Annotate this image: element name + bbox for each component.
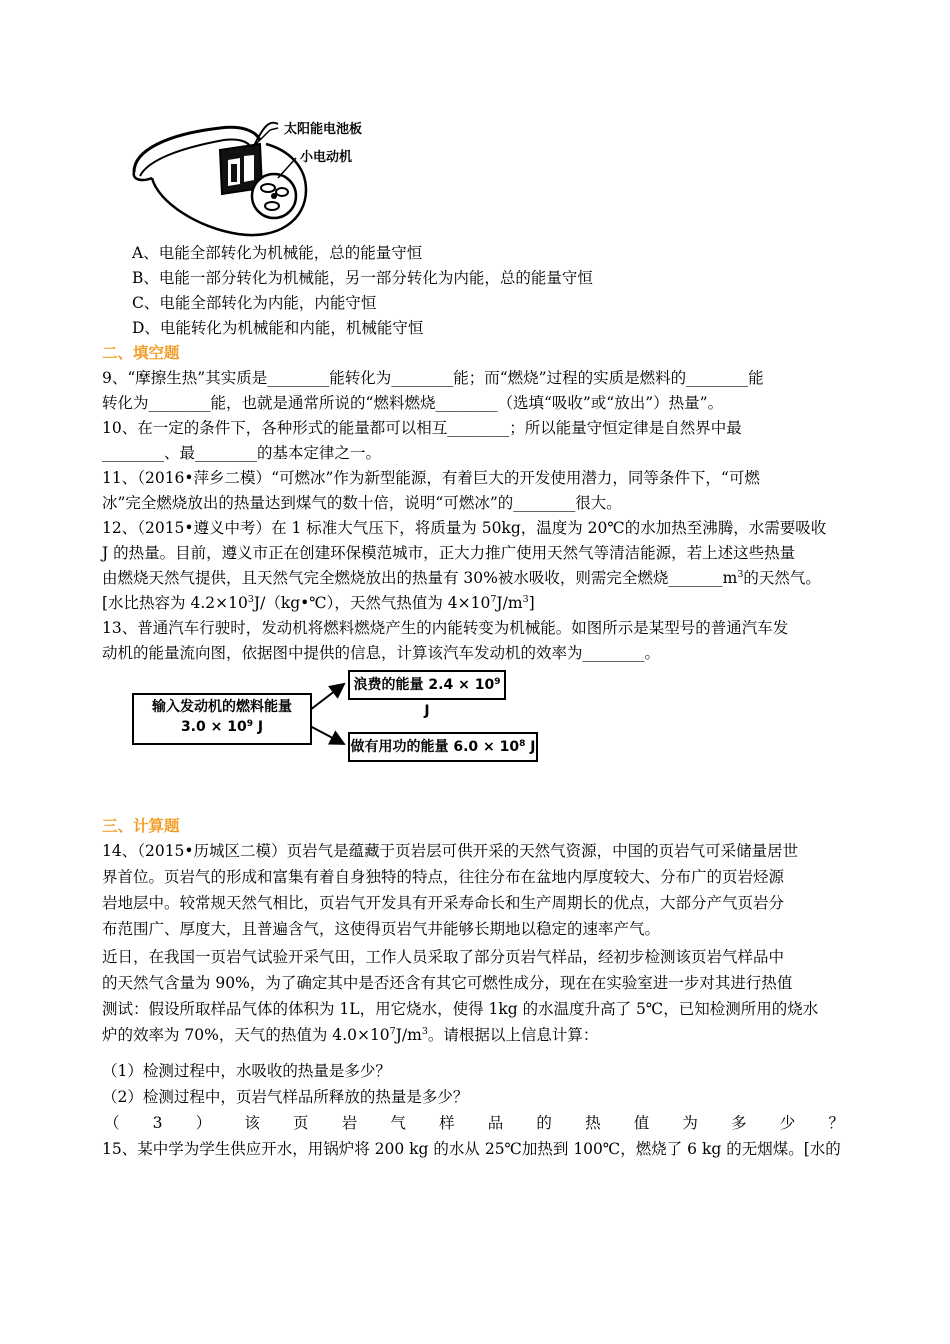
q14-s3-c9: 的 [536, 1114, 552, 1132]
q12-l4-b: J/（kg•℃），天然气热值为 4×10 [253, 594, 491, 612]
q9-blank-3: ________ [686, 369, 749, 387]
q14-s3-c3: 该 [244, 1114, 260, 1132]
q14-s3-c4: 页 [293, 1114, 309, 1132]
section-title-calculation: 三、计算题 [102, 817, 180, 835]
q13-line2 [102, 642, 852, 664]
q12-text-3: 由燃烧天然气提供，且天然气完全燃烧放出的热量有 30%被水吸收，则需完全燃烧 [102, 569, 669, 587]
q9-line2 [102, 392, 852, 414]
q8-option-d: D、电能转化为机械能和内能，机械能守恒 [132, 319, 424, 337]
flow-waste-box [348, 670, 506, 719]
q10-line1 [102, 417, 852, 439]
q14-line1: 14、（2015•历城区二模）页岩气是蕴藏于页岩层可供开采的天然气资源，中国的页岩气可采储量居世 [102, 842, 799, 860]
q9-blank-2: ________ [391, 369, 454, 387]
q10-line2 [102, 442, 852, 464]
q14-s3-c10: 热 [585, 1114, 601, 1132]
q10-text-1: 10、在一定的条件下，各种形式的能量都可以相互 [102, 419, 448, 437]
q10-text-3: 、最 [164, 444, 196, 462]
q9-text-5: 转化为 [102, 394, 149, 412]
q14-s3-c5: 岩 [341, 1114, 358, 1132]
energy-flow-diagram [130, 668, 550, 768]
q14-s3-c8: 品 [487, 1114, 504, 1132]
q9-text-1: 9、“摩擦生热”其实质是 [102, 369, 268, 387]
q14-l8-sup2: 3 [421, 1026, 428, 1037]
q14-s3-c7: 样 [439, 1114, 455, 1132]
q9-text-2: 能转化为 [329, 369, 392, 387]
q12-l4-c: J/m [496, 594, 523, 612]
flow-input-value: 3.0 × 10 [180, 719, 247, 735]
flow-useful-box [348, 732, 538, 762]
q11-text-2: 冰”完全燃烧放出的热量达到煤气的数十倍，说明“可燃冰”的 [102, 494, 514, 512]
q9-blank-4: ________ [148, 394, 211, 412]
q14-l8-a: 炉的效率为 70%，天气的热值为 4.0×10 [102, 1026, 390, 1044]
q13-text-3: 。 [644, 644, 661, 662]
q12-l4-d: ] [528, 594, 535, 612]
q12-blank-1: _______ [668, 569, 723, 587]
q12-line1: 12、（2015•遵义中考）在 1 标准大气压下，将质量为 50kg，温度为 20℃的水加热至沸腾，水需要吸收 [102, 519, 827, 537]
q14-line5: 近日，在我国一页岩气试验开采气田，工作人员采取了部分页岩气样品，经初步检测该页岩气样品中 [102, 948, 785, 966]
q12-l4-a: [水比热容为 4.2×10 [102, 594, 248, 612]
q8-option-a: A、电能全部转化为机械能，总的能量守恒 [132, 244, 423, 262]
q14-l8-c: 。请根据以上信息计算： [427, 1026, 599, 1044]
flow-input-exp: 9 [246, 719, 253, 729]
q10-text-2: ；所以能量守恒定律是自然界中最 [509, 419, 742, 437]
q12-unit: m [722, 569, 738, 587]
q12-unit-sup: 3 [737, 569, 744, 580]
q9-blank-1: ________ [267, 369, 330, 387]
q14-s3-c14: 少 [779, 1114, 796, 1132]
q14-line7: 测试：假设所取样品气体的体积为 1L，用它烧水，使得 1kg 的水温度升高了 5℃，已知检测所用的烧水 [102, 1000, 819, 1018]
flow-input-line1: 输入发动机的燃料能量 [152, 699, 292, 715]
flow-input-box [132, 693, 312, 745]
q14-s3-c11: 值 [633, 1114, 650, 1132]
q14-s3-c0: （ [104, 1114, 120, 1132]
q14-line8 [102, 1024, 852, 1046]
q14-l8-b: J/m [395, 1026, 422, 1044]
q14-s3-c2: ） [195, 1114, 212, 1132]
flow-useful-value: 做有用功的能量 6.0 × 10 [350, 739, 520, 755]
flow-waste-value: 浪费的能量 2.4 × 10 [353, 677, 495, 693]
solar-cap-figure [128, 110, 398, 242]
q12-line3 [102, 567, 852, 589]
q10-blank-2: ________ [102, 444, 164, 462]
label-small-motor: 小电动机 [300, 150, 353, 165]
q12-text-5: 的天然气。 [743, 569, 821, 587]
q9-text-7: （选填“吸收”或“放出”）热量”。 [497, 394, 724, 412]
q14-sub1: （1）检测过程中，水吸收的热量是多少？ [102, 1062, 391, 1080]
q14-s3-c6: 气 [390, 1114, 406, 1132]
q12-line4 [102, 592, 852, 614]
q9-blank-5: ________ [435, 394, 498, 412]
q14-sub3 [104, 1112, 844, 1134]
q9-text-3: 能；而“燃烧”过程的实质是燃料的 [453, 369, 687, 387]
section-title-fill-in: 二、填空题 [102, 344, 180, 362]
label-solar-panel: 太阳能电池板 [284, 122, 363, 137]
q14-line4: 布范围广、厚度大，且普遍含气，这使得页岩气井能够长期地以稳定的速率产气。 [102, 920, 661, 938]
flow-input-line2 [134, 717, 310, 737]
q9-text-6: 能，也就是通常所说的“燃料燃烧 [210, 394, 436, 412]
q13-text-2: 动机的能量流向图，依据图中提供的信息，计算该汽车发动机的效率为 [102, 644, 583, 662]
q13-line1: 13、普通汽车行驶时，发动机将燃料燃烧产生的内能转变为机械能。如图所示是某型号的普通汽车发 [102, 619, 789, 637]
q12-line2: J 的热量。目前，遵义市正在创建环保模范城市，正大力推广使用天然气等清洁能源，若上述这些热量 [102, 544, 796, 562]
q15-line1: 15、某中学为学生供应开水，用锅炉将 200 kg 的水从 25℃加热到 100℃，燃烧了 6 kg 的无烟煤。[水的 [102, 1140, 841, 1158]
flow-input-unit: J [252, 719, 264, 735]
q12-l4-sup1: 3 [247, 594, 254, 605]
q10-text-4: 的基本定律之一。 [257, 444, 382, 462]
flow-waste-exp: 9 [494, 677, 501, 687]
q11-line2 [102, 492, 852, 514]
q14-s3-c15: ？ [828, 1114, 844, 1132]
flow-waste-unit: J [424, 703, 430, 719]
q10-blank-3: ________ [195, 444, 258, 462]
q14-s3-c1: 3 [152, 1114, 163, 1132]
flow-useful-exp: 8 [519, 739, 526, 749]
q10-blank-1: ________ [447, 419, 510, 437]
q14-s3-c13: 多 [731, 1114, 747, 1132]
q14-sub2: （2）检测过程中，页岩气样品所释放的热量是多少？ [102, 1088, 469, 1106]
q8-option-c: C、电能全部转化为内能，内能守恒 [132, 294, 377, 312]
q11-line1: 11、（2016•萍乡二模）“可燃冰”作为新型能源，有着巨大的开发使用潜力，同等条件下，“可燃 [102, 469, 760, 487]
q14-l8-sup1: 7 [389, 1026, 396, 1037]
q14-line3: 岩地层中。较常规天然气相比，页岩气开发具有开采寿命长和生产周期长的优点，大部分产气页岩分 [102, 894, 785, 912]
q12-l4-sup2: 7 [490, 594, 497, 605]
flow-useful-unit: J [525, 739, 536, 755]
q11-text-3: 很大。 [575, 494, 622, 512]
q14-s3-c12: 为 [682, 1114, 698, 1132]
q11-blank-1: ________ [513, 494, 576, 512]
q14-line2: 界首位。页岩气的形成和富集有着自身独特的特点，往往分布在盆地内厚度较大、分布广的页岩烃源 [102, 868, 785, 886]
q9-text-4: 能 [748, 369, 764, 387]
q8-option-b: B、电能一部分转化为机械能，另一部分转化为内能，总的能量守恒 [132, 269, 593, 287]
q9-line1 [102, 367, 852, 389]
q13-blank-1: ________ [582, 644, 645, 662]
q12-l4-sup3: 3 [522, 594, 529, 605]
q14-line6: 的天然气含量为 90%，为了确定其中是否还含有其它可燃性成分，现在在实验室进一步对其进行热值 [102, 974, 793, 992]
